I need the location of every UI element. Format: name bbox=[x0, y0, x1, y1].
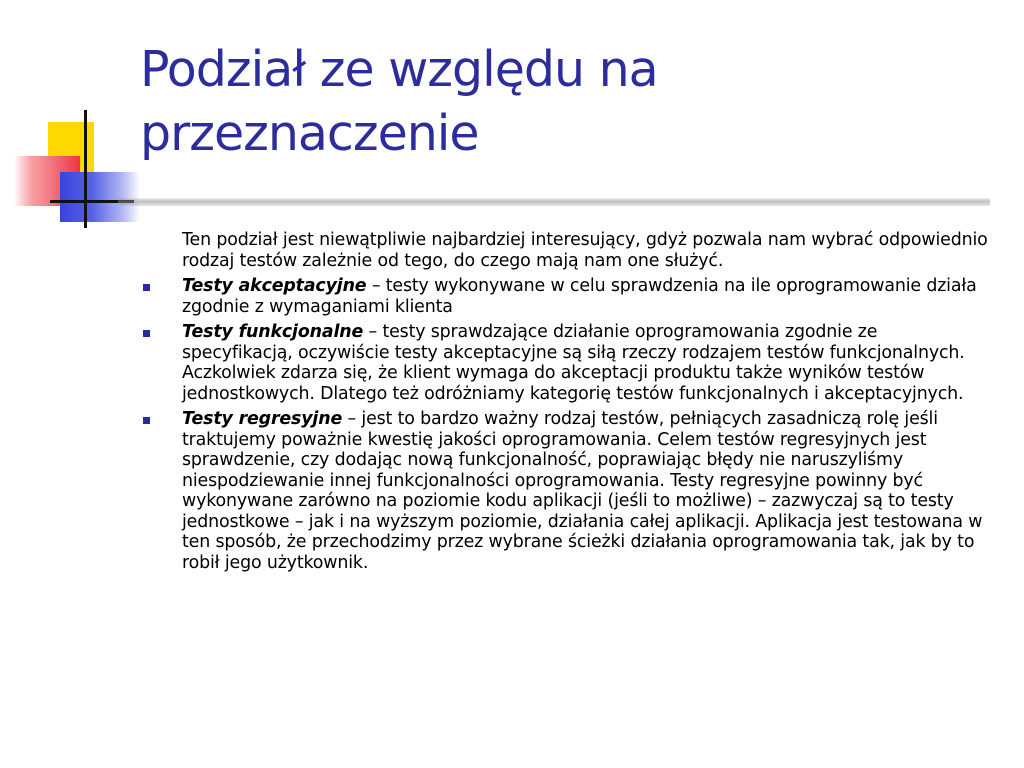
item-text: – jest to bardzo ważny rodzaj testów, pełniących zasadniczą rolę jeśli traktujemy poważnie kwestię jakości oprogramowania. Celem testów regresyjnych jest sprawdzenie, czy dodając nową funkcjonalność, poprawiając błędy nie naruszyliśmy niespodziewanie innej funkcjonalności oprogramowania. Testy regresyjne powinny być wykonywane zarówno na poziomie kodu aplikacji (jeśli to możliwe) – zazwyczaj są to testy jednostkowe – jak i na wyższym poziomie, działania całej aplikacji. Aplikacja jest testowana w ten sposób, że przechodzimy przez wybrane ścieżki działania oprogramowania tak, jak by to robił jego użytkownik. bbox=[182, 409, 983, 573]
slide-title: Podział ze względu na przeznaczenie bbox=[140, 41, 658, 162]
title-divider bbox=[118, 198, 990, 206]
slide-body bbox=[182, 230, 988, 578]
bullet-icon bbox=[143, 330, 150, 337]
bullet-list bbox=[182, 276, 988, 573]
item-term: Testy funkcjonalne bbox=[182, 322, 364, 342]
vertical-line bbox=[84, 110, 87, 228]
item-term: Testy akceptacyjne bbox=[182, 276, 367, 296]
list-item bbox=[182, 276, 988, 317]
item-text: – testy wykonywane w celu sprawdzenia na ile oprogramowanie działa zgodnie z wymaganiami klienta bbox=[182, 276, 977, 317]
item-term: Testy regresyjne bbox=[182, 409, 343, 429]
intro-paragraph: Ten podział jest niewątpliwie najbardziej interesujący, gdyż pozwala nam wybrać odpowiednio rodzaj testów zależnie od tego, do czego mają nam one służyć. bbox=[182, 230, 988, 271]
list-item bbox=[182, 409, 988, 573]
list-item bbox=[182, 322, 988, 404]
bullet-icon bbox=[143, 417, 150, 424]
blue-square bbox=[60, 172, 140, 222]
item-text: – testy sprawdzające działanie oprogramowania zgodnie ze specyfikacją, oczywiście testy akceptacyjne są siłą rzeczy rodzajem testów funkcjonalnych. Aczkolwiek zdarza się, że klient wymaga do akceptacji produktu także wyników testów jednostkowych. Dlatego też odróżniamy kategorię testów funkcjonalnych i akceptacyjnych. bbox=[182, 322, 965, 404]
bullet-icon bbox=[143, 284, 150, 291]
